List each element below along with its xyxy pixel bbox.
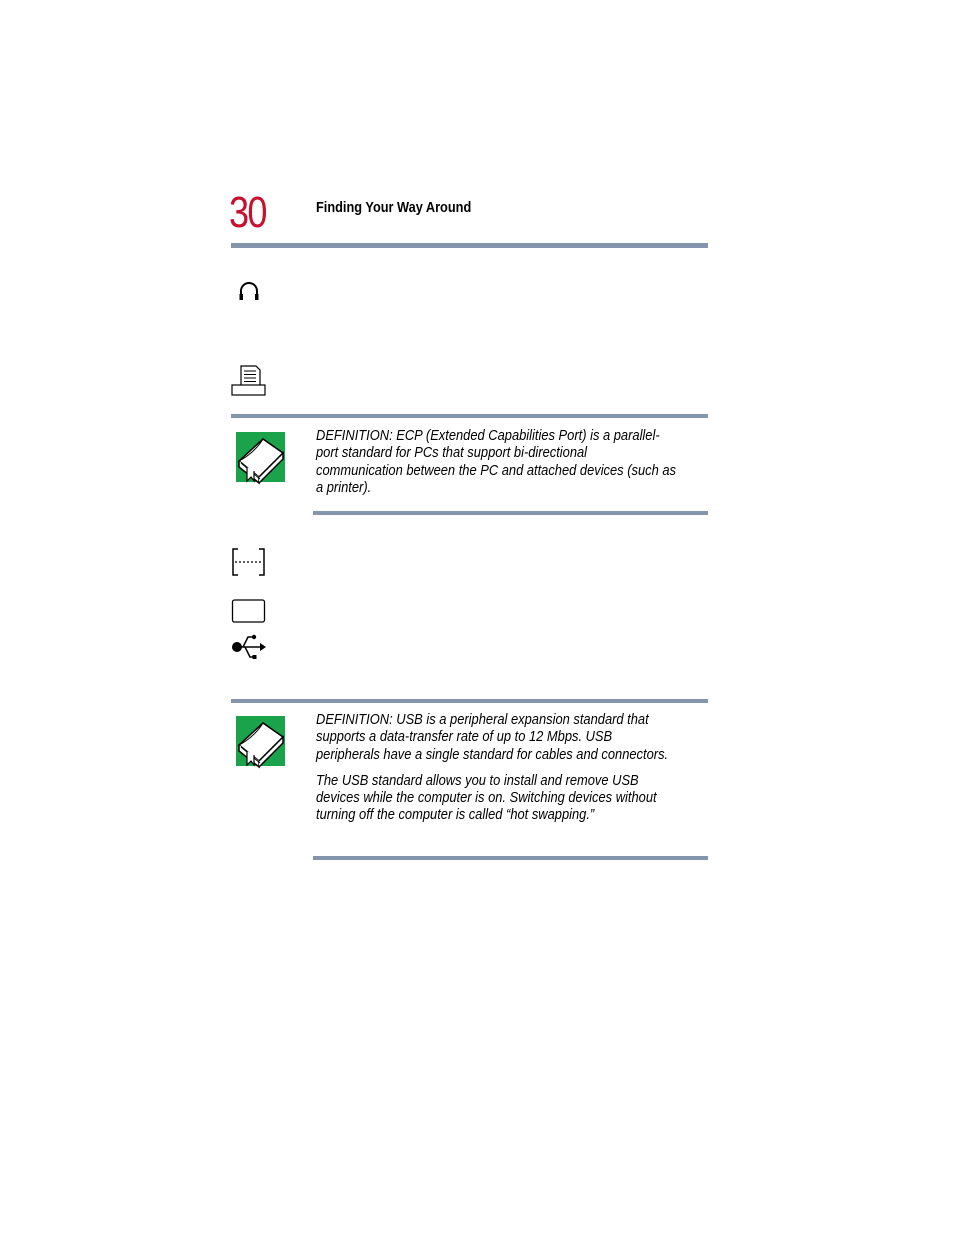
- usb-icon: [231, 632, 267, 662]
- printer-icon: [231, 363, 267, 399]
- page-number: 30: [229, 188, 266, 237]
- header-rule: [231, 243, 708, 248]
- chapter-title: Finding Your Way Around: [316, 200, 472, 216]
- note-top-rule: [231, 414, 708, 418]
- monitor-icon: [231, 598, 267, 626]
- definition-book-icon: [233, 715, 287, 769]
- note-bottom-rule: [313, 511, 708, 515]
- note-ecp: [316, 427, 677, 505]
- note-paragraph: The USB standard allows you to install and remove USB devices while the computer is on. Switching devices without turning off the computer is called “hot swapping.”: [316, 771, 657, 824]
- expansion-port-icon: [231, 548, 267, 578]
- headphone-icon: [237, 279, 261, 303]
- note-paragraph: DEFINITION: ECP (Extended Capabilities Port) is a parallel-port standard for PCs that support bi-directional communication between the PC and attached devices (such as a printer).: [316, 427, 676, 496]
- note-top-rule: [231, 699, 708, 703]
- note-bottom-rule: [313, 856, 708, 860]
- note-usb: [316, 711, 677, 833]
- definition-book-icon: [233, 431, 287, 485]
- note-paragraph: DEFINITION: USB is a peripheral expansion standard that supports a data-transfer rate of up to 12 Mbps. USB peripherals have a single standard for cables and connectors.: [316, 711, 669, 763]
